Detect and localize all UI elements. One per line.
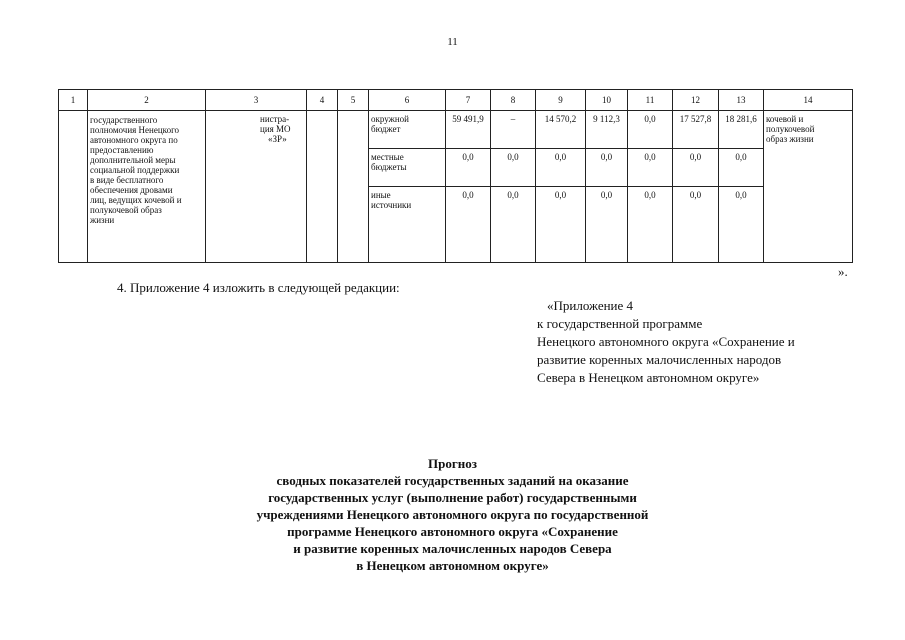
appendix-heading bbox=[537, 297, 867, 387]
appendix-line: «Приложение 4 bbox=[547, 298, 634, 313]
forecast-title-line: сводных показателей государственных заданий на оказание bbox=[276, 473, 629, 488]
appendix-line: развитие коренных малочисленных народов bbox=[537, 352, 782, 367]
table-header-row bbox=[59, 90, 853, 111]
value-cell: 0,0 bbox=[491, 149, 536, 187]
value-cell: 0,0 bbox=[586, 187, 628, 263]
header-cell: 5 bbox=[338, 90, 369, 111]
value-cell: 0,0 bbox=[719, 187, 764, 263]
cell-col5 bbox=[338, 111, 369, 263]
forecast-title-line: государственных услуг (выполнение работ) государственными bbox=[268, 490, 637, 505]
header-cell: 14 bbox=[764, 90, 853, 111]
header-cell: 6 bbox=[369, 90, 446, 111]
header-cell: 10 bbox=[586, 90, 628, 111]
forecast-title bbox=[0, 455, 905, 574]
header-cell: 8 bbox=[491, 90, 536, 111]
header-cell: 7 bbox=[446, 90, 491, 111]
forecast-title-line: в Ненецком автономном округе» bbox=[356, 558, 549, 573]
value-cell: 0,0 bbox=[673, 149, 719, 187]
funding-source-cell: иные источники bbox=[369, 187, 446, 263]
value-cell: 0,0 bbox=[491, 187, 536, 263]
forecast-title-line: программе Ненецкого автономного округа «Сохранение bbox=[287, 524, 618, 539]
result-cell: кочевой и полукочевой образ жизни bbox=[764, 111, 853, 263]
value-cell: – bbox=[491, 111, 536, 149]
header-cell: 3 bbox=[206, 90, 307, 111]
value-cell: 0,0 bbox=[536, 149, 586, 187]
value-cell: 14 570,2 bbox=[536, 111, 586, 149]
cell-col4 bbox=[307, 111, 338, 263]
appendix-line: к государственной программе bbox=[537, 316, 703, 331]
executor-cell: нистра- ция МО «ЗР» bbox=[206, 111, 307, 263]
header-cell: 1 bbox=[59, 90, 88, 111]
amendment-item: 4. Приложение 4 изложить в следующей редакции: bbox=[117, 280, 400, 295]
value-cell: 9 112,3 bbox=[586, 111, 628, 149]
value-cell: 0,0 bbox=[673, 187, 719, 263]
header-cell: 12 bbox=[673, 90, 719, 111]
value-cell: 0,0 bbox=[536, 187, 586, 263]
value-cell: 0,0 bbox=[628, 149, 673, 187]
header-cell: 2 bbox=[88, 90, 206, 111]
header-cell: 9 bbox=[536, 90, 586, 111]
value-cell: 0,0 bbox=[719, 149, 764, 187]
value-cell: 0,0 bbox=[628, 187, 673, 263]
header-cell: 11 bbox=[628, 90, 673, 111]
value-cell: 0,0 bbox=[446, 187, 491, 263]
forecast-title-line: учреждениями Ненецкого автономного округа по государственной bbox=[256, 507, 649, 522]
measure-description-cell: государственного полномочия Ненецкого автономного округа по предоставлению дополнительной меры социальной поддержки в виде бесплатного обеспечения дровами лиц, ведущих кочевой и полукочевой образ жизни bbox=[88, 111, 206, 263]
header-cell: 4 bbox=[307, 90, 338, 111]
cell-col1 bbox=[59, 111, 88, 263]
value-cell: 17 527,8 bbox=[673, 111, 719, 149]
appendix-line: Севера в Ненецком автономном округе» bbox=[537, 370, 760, 385]
value-cell: 18 281,6 bbox=[719, 111, 764, 149]
table-row bbox=[59, 111, 853, 149]
forecast-title-line: Прогноз bbox=[428, 456, 477, 471]
page-number: 11 bbox=[447, 36, 458, 48]
funding-source-cell: местные бюджеты bbox=[369, 149, 446, 187]
value-cell: 59 491,9 bbox=[446, 111, 491, 149]
value-cell: 0,0 bbox=[586, 149, 628, 187]
forecast-title-line: и развитие коренных малочисленных народов Севера bbox=[293, 541, 612, 556]
closing-quote: ». bbox=[838, 264, 848, 279]
header-cell: 13 bbox=[719, 90, 764, 111]
value-cell: 0,0 bbox=[446, 149, 491, 187]
budget-table bbox=[58, 89, 853, 263]
funding-source-cell: окружной бюджет bbox=[369, 111, 446, 149]
value-cell: 0,0 bbox=[628, 111, 673, 149]
appendix-line: Ненецкого автономного округа «Сохранение и bbox=[537, 334, 795, 349]
